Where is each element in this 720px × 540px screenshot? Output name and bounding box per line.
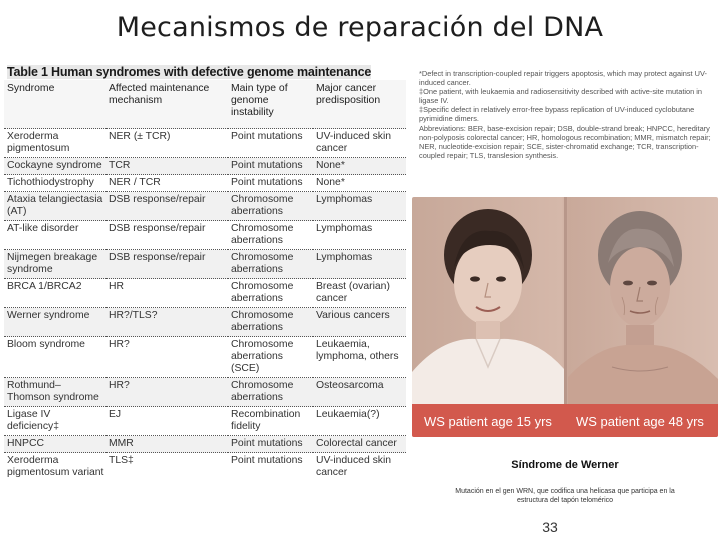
table-cell: Xeroderma pigmentosum <box>4 129 106 158</box>
table-row <box>4 337 406 378</box>
table-cell: HR?/TLS? <box>106 308 228 337</box>
syndromes-table <box>4 80 406 481</box>
table-cell: Werner syndrome <box>4 308 106 337</box>
footnote: ‡Specific defect in relatively error-free bypass replication of UV-induced cyclobutane pyrimidine dimers. <box>419 105 695 124</box>
table-footnotes <box>419 69 713 175</box>
column-header: Syndrome <box>4 80 106 129</box>
table-cell: Cockayne syndrome <box>4 158 106 175</box>
table-cell: NER (± TCR) <box>106 129 228 158</box>
photo-title: Síndrome de Werner <box>511 459 619 471</box>
footnote: ‡One patient, with leukaemia and radiosensitivity described with active-site mutation in ligase IV. <box>419 87 703 106</box>
table-cell: Leukaemia, lymphoma, others <box>313 337 406 378</box>
table-cell: None* <box>313 175 406 192</box>
table-cell: Chromosome aberrations <box>228 221 313 250</box>
photo-caption-band <box>412 404 718 437</box>
table-row <box>4 378 406 407</box>
table-cell: HR <box>106 279 228 308</box>
table-cell: NER / TCR <box>106 175 228 192</box>
table-cell: EJ <box>106 407 228 436</box>
table-cell: Chromosome aberrations <box>228 250 313 279</box>
syndromes-table-panel <box>4 64 406 510</box>
table-cell: Lymphomas <box>313 192 406 221</box>
table-cell: Lymphomas <box>313 221 406 250</box>
table-cell: Recombination fidelity <box>228 407 313 436</box>
photo-subtitle: Mutación en el gen WRN, que codifica una helicasa que participa en la estructura del tapón telomérico <box>455 488 675 504</box>
table-row <box>4 192 406 221</box>
table-cell: Tichothiodystrophy <box>4 175 106 192</box>
table-cell: Point mutations <box>228 158 313 175</box>
table-cell: Point mutations <box>228 453 313 482</box>
table-cell: Point mutations <box>228 175 313 192</box>
footnote: *Defect in transcription-coupled repair triggers apoptosis, which may protect against UV-induced cancer. <box>419 69 707 88</box>
table-cell: Xeroderma pigmentosum variant <box>4 453 106 482</box>
werner-patient-photo <box>412 197 718 437</box>
table-cell: Chromosome aberrations <box>228 308 313 337</box>
table-cell: Point mutations <box>228 129 313 158</box>
table-cell: DSB response/repair <box>106 221 228 250</box>
table-row <box>4 453 406 482</box>
table-cell: Bloom syndrome <box>4 337 106 378</box>
table-cell: DSB response/repair <box>106 250 228 279</box>
table-header-row <box>4 80 406 129</box>
table-cell: TLS‡ <box>106 453 228 482</box>
table-row <box>4 250 406 279</box>
table-cell: BRCA 1/BRCA2 <box>4 279 106 308</box>
table-cell: TCR <box>106 158 228 175</box>
table-cell: UV-induced skin cancer <box>313 453 406 482</box>
table-cell: HR? <box>106 378 228 407</box>
table-cell: MMR <box>106 436 228 453</box>
table-cell: UV-induced skin cancer <box>313 129 406 158</box>
table-cell: Osteosarcoma <box>313 378 406 407</box>
table-row <box>4 407 406 436</box>
footnote: Abbreviations: BER, base-excision repair; DSB, double-strand break; HNPCC, hereditary non-polyposis colorectal cancer; HR, homologous recombination; MMR, mismatch repair; NER, nucleotide-excision repair; SCE, sister-chromatid exchange; TCR, transcription-coupled repair; TLS, translesion synthesis. <box>419 123 711 160</box>
table-cell: Ataxia telangiectasia (AT) <box>4 192 106 221</box>
table-cell: Nijmegen breakage syndrome <box>4 250 106 279</box>
table-row <box>4 129 406 158</box>
table-cell: DSB response/repair <box>106 192 228 221</box>
table-cell: Colorectal cancer <box>313 436 406 453</box>
table-cell: Lymphomas <box>313 250 406 279</box>
table-heading-text: Table 1 Human syndromes with defective genome maintenance <box>7 65 372 79</box>
caption-left: WS patient age 15 yrs <box>424 414 552 429</box>
table-cell: Various cancers <box>313 308 406 337</box>
table-cell: Chromosome aberrations <box>228 279 313 308</box>
table-cell: HNPCC <box>4 436 106 453</box>
table-heading <box>4 64 406 80</box>
table-cell: Chromosome aberrations <box>228 378 313 407</box>
table-row <box>4 436 406 453</box>
photo-divider <box>564 197 567 437</box>
table-row <box>4 279 406 308</box>
table-cell: Rothmund–Thomson syndrome <box>4 378 106 407</box>
table-row <box>4 175 406 192</box>
table-cell: Ligase IV deficiency‡ <box>4 407 106 436</box>
table-row <box>4 158 406 175</box>
table-row <box>4 308 406 337</box>
young-patient-portrait <box>412 209 564 437</box>
table-cell: Chromosome aberrations <box>228 192 313 221</box>
table-cell: Chromosome aberrations (SCE) <box>228 337 313 378</box>
table-cell: AT-like disorder <box>4 221 106 250</box>
column-header: Main type of genome instability <box>228 80 313 129</box>
page-number: 33 <box>542 519 558 535</box>
table-cell: HR? <box>106 337 228 378</box>
column-header: Affected maintenance mechanism <box>106 80 228 129</box>
caption-right: WS patient age 48 yrs <box>576 414 704 429</box>
table-cell: Breast (ovarian) cancer <box>313 279 406 308</box>
table-row <box>4 221 406 250</box>
table-cell: Leukaemia(?) <box>313 407 406 436</box>
slide-title: Mecanismos de reparación del DNA <box>116 12 604 43</box>
table-cell: Point mutations <box>228 436 313 453</box>
column-header: Major cancer predisposition <box>313 80 406 129</box>
table-cell: None* <box>313 158 406 175</box>
